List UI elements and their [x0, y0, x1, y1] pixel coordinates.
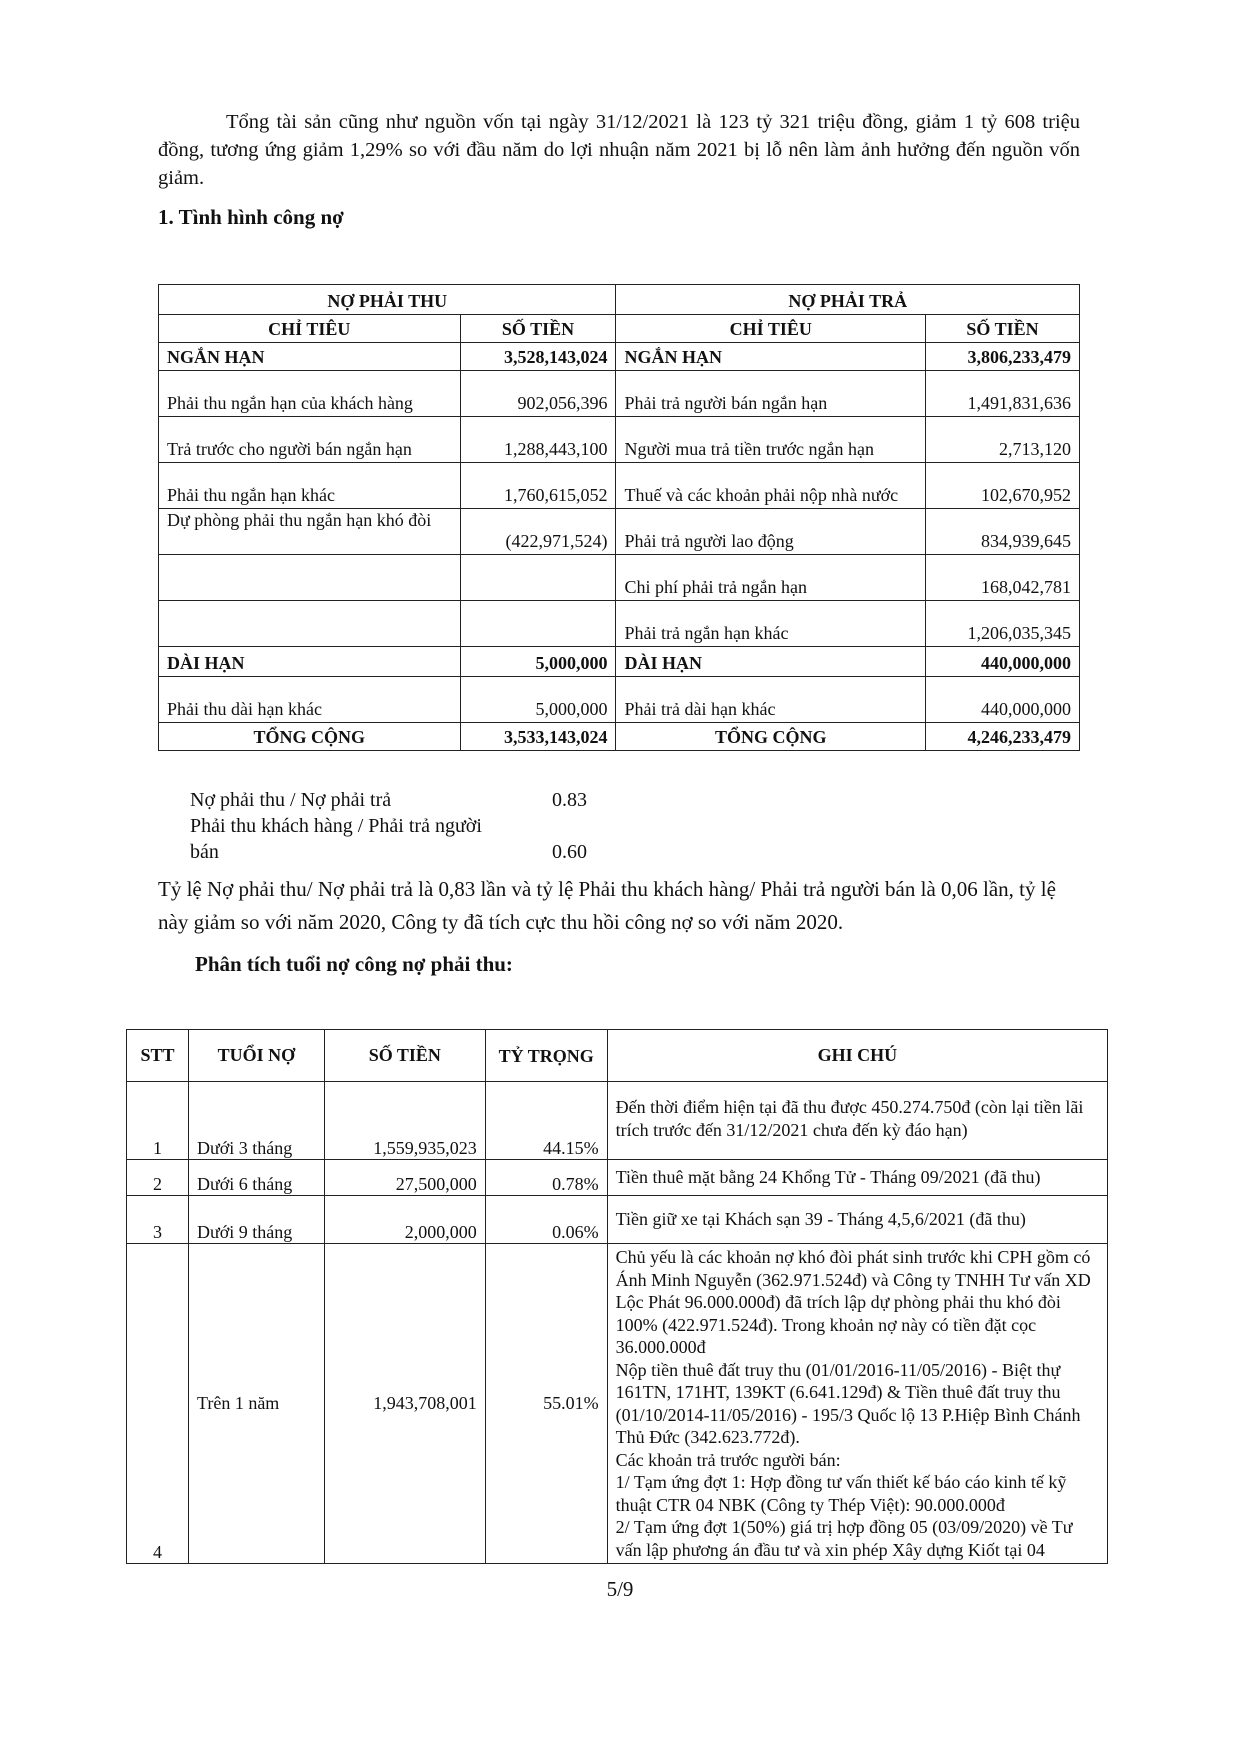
cell-note [607, 1244, 1107, 1564]
cell-amount: 440,000,000 [926, 677, 1080, 723]
cell-amount: 3,806,233,479 [926, 343, 1080, 371]
col-age-header: TUỔI NỢ [188, 1030, 324, 1082]
col-item-header: CHỈ TIÊU [616, 315, 926, 343]
cell-amount: 5,000,000 [460, 647, 616, 677]
cell-amount: 2,713,120 [926, 417, 1080, 463]
cell-item: NGẮN HẠN [159, 343, 461, 371]
cell-weight: 44.15% [485, 1082, 607, 1160]
ratio-list [190, 787, 610, 865]
page-number: 5/9 [606, 1577, 634, 1601]
cell-weight: 0.78% [485, 1160, 607, 1196]
cell-note: Đến thời điểm hiện tại đã thu được 450.274.750đ (còn lại tiền lãi trích trước đến 31/12/2021 chưa đến kỳ đáo hạn) [607, 1082, 1107, 1160]
cell-amount: (422,971,524) [460, 509, 616, 555]
cell-amount: 102,670,952 [926, 463, 1080, 509]
table-row [159, 601, 1080, 647]
col-item-header: CHỈ TIÊU [159, 315, 461, 343]
intro-paragraph: Tổng tài sản cũng như nguồn vốn tại ngày 31/12/2021 là 123 tỷ 321 triệu đồng, giảm 1 tỷ 608 triệu đồng, tương ứng giảm 1,29% so với đầu năm do lợi nhuận năm 2021 bị lỗ nên làm ảnh hưởng đến nguồn vốn giảm. [158, 111, 1080, 189]
cell-age: Dưới 9 tháng [188, 1196, 324, 1244]
cell-note: Tiền giữ xe tại Khách sạn 39 - Tháng 4,5,6/2021 (đã thu) [607, 1196, 1107, 1244]
table-row [159, 509, 1080, 555]
table-row [127, 1196, 1108, 1244]
cell-item: Phải thu ngắn hạn khác [159, 463, 461, 509]
ratio-value: 0.83 [552, 789, 587, 811]
note-line: Chủ yếu là các khoản nợ khó đòi phát sinh trước khi CPH gồm có Ánh Minh Nguyễn (362.971.524đ) và Công ty TNHH Tư vấn XD Lộc Phát 96.000.000đ) đã trích lập dự phòng phải thu khó đòi 100% (422.971.524đ). Trong khoản nợ này có tiền đặt cọc 36.000.000đ [615, 1247, 1091, 1357]
col-stt-header: STT [127, 1030, 189, 1082]
cell-stt: 2 [127, 1160, 189, 1196]
col-amount-header: SỐ TIỀN [926, 315, 1080, 343]
cell-age: Dưới 3 tháng [188, 1082, 324, 1160]
ratio-row [190, 813, 587, 865]
receivable-header: NỢ PHẢI THU [159, 285, 616, 315]
note-line: 1/ Tạm ứng đợt 1: Hợp đồng tư vấn thiết kế báo cáo kinh tế kỹ thuật CTR 04 NBK (Công ty Thép Việt): 90.000.000đ [615, 1472, 1067, 1515]
cell-weight: 55.01% [485, 1244, 607, 1564]
cell-item: Thuế và các khoản phải nộp nhà nước [616, 463, 926, 509]
receivable-age-table [126, 1029, 1108, 1564]
cell-amount: 1,491,831,636 [926, 371, 1080, 417]
cell-amount [460, 601, 616, 647]
table-row [159, 677, 1080, 723]
col-amount-header: SỐ TIỀN [324, 1030, 485, 1082]
ratio-label: Nợ phải thu / Nợ phải trả [190, 789, 392, 811]
table-row-total [159, 723, 1080, 751]
cell-item: Phải trả người bán ngắn hạn [616, 371, 926, 417]
cell-amount: 834,939,645 [926, 509, 1080, 555]
cell-item: Phải trả dài hạn khác [616, 677, 926, 723]
table-row [159, 343, 1080, 371]
cell-stt: 4 [127, 1244, 189, 1564]
cell-item: Trả trước cho người bán ngắn hạn [159, 417, 461, 463]
cell-amount: 1,288,443,100 [460, 417, 616, 463]
col-weight-header: TỶ TRỌNG [485, 1030, 607, 1082]
cell-amount: 168,042,781 [926, 555, 1080, 601]
cell-item: DÀI HẠN [159, 647, 461, 677]
cell-amount: 440,000,000 [926, 647, 1080, 677]
cell-item: TỔNG CỘNG [616, 723, 926, 751]
note-line: Nộp tiền thuê đất truy thu (01/01/2016-11/05/2016) - Biệt thự 161TN, 171HT, 139KT (6.641.129đ) & Tiền thuê đất truy thu (01/10/2014-11/05/2016) - 195/3 Quốc lộ 13 P.Hiệp Bình Chánh Thủ Đức (342.623.772đ). [615, 1359, 1081, 1447]
cell-item: Phải thu dài hạn khác [159, 677, 461, 723]
cell-age: Trên 1 năm [188, 1244, 324, 1564]
cell-item: Người mua trả tiền trước ngắn hạn [616, 417, 926, 463]
ratio-label: Phải thu khách hàng / Phải trả người bán [190, 815, 482, 863]
cell-age: Dưới 6 tháng [188, 1160, 324, 1196]
cell-amount: 1,559,935,023 [324, 1082, 485, 1160]
debt-table [158, 284, 1080, 751]
note-line: 2/ Tạm ứng đợt 1(50%) giá trị hợp đồng 05 (03/09/2020) về Tư vấn lập phương án đầu tư và xin phép Xây dựng Kiốt tại 04 [615, 1517, 1073, 1560]
cell-item: DÀI HẠN [616, 647, 926, 677]
cell-item: NGẮN HẠN [616, 343, 926, 371]
cell-amount: 1,760,615,052 [460, 463, 616, 509]
section-title-debt-status: 1. Tình hình công nợ [158, 205, 344, 229]
cell-amount: 2,000,000 [324, 1196, 485, 1244]
cell-amount: 902,056,396 [460, 371, 616, 417]
cell-item: Phải trả ngắn hạn khác [616, 601, 926, 647]
cell-amount: 1,206,035,345 [926, 601, 1080, 647]
note-line: Các khoản trả trước người bán: [615, 1449, 841, 1470]
cell-item: Phải trả người lao động [616, 509, 926, 555]
cell-amount: 3,533,143,024 [460, 723, 616, 751]
payable-header: NỢ PHẢI TRẢ [616, 285, 1080, 315]
cell-stt: 1 [127, 1082, 189, 1160]
cell-amount: 3,528,143,024 [460, 343, 616, 371]
cell-amount: 1,943,708,001 [324, 1244, 485, 1564]
summary-paragraph: Tỷ lệ Nợ phải thu/ Nợ phải trả là 0,83 lần và tỷ lệ Phải thu khách hàng/ Phải trả người bán là 0,06 lần, tỷ lệ này giảm so với năm 2020, Công ty đã tích cực thu hồi công nợ so với năm 2020. [158, 877, 1056, 934]
cell-item: TỔNG CỘNG [159, 723, 461, 751]
table-row [159, 463, 1080, 509]
cell-amount [460, 555, 616, 601]
ratio-value: 0.60 [552, 841, 587, 863]
table-row [127, 1160, 1108, 1196]
cell-item: Dự phòng phải thu ngắn hạn khó đòi [159, 509, 461, 555]
section-title-age-analysis: Phân tích tuổi nợ công nợ phải thu: [195, 952, 513, 976]
cell-item: Phải thu ngắn hạn của khách hàng [159, 371, 461, 417]
cell-amount: 5,000,000 [460, 677, 616, 723]
cell-note: Tiền thuê mặt bằng 24 Khổng Tử - Tháng 09/2021 (đã thu) [607, 1160, 1107, 1196]
cell-item: Chi phí phải trả ngắn hạn [616, 555, 926, 601]
cell-item [159, 601, 461, 647]
table-row [159, 417, 1080, 463]
cell-amount: 27,500,000 [324, 1160, 485, 1196]
table-row [159, 371, 1080, 417]
col-note-header: GHI CHÚ [607, 1030, 1107, 1082]
table-row [127, 1244, 1108, 1564]
cell-weight: 0.06% [485, 1196, 607, 1244]
table-row [159, 647, 1080, 677]
table-row [127, 1082, 1108, 1160]
col-amount-header: SỐ TIỀN [460, 315, 616, 343]
table-row [159, 555, 1080, 601]
cell-amount: 4,246,233,479 [926, 723, 1080, 751]
cell-stt: 3 [127, 1196, 189, 1244]
cell-item [159, 555, 461, 601]
ratio-row [190, 787, 610, 813]
